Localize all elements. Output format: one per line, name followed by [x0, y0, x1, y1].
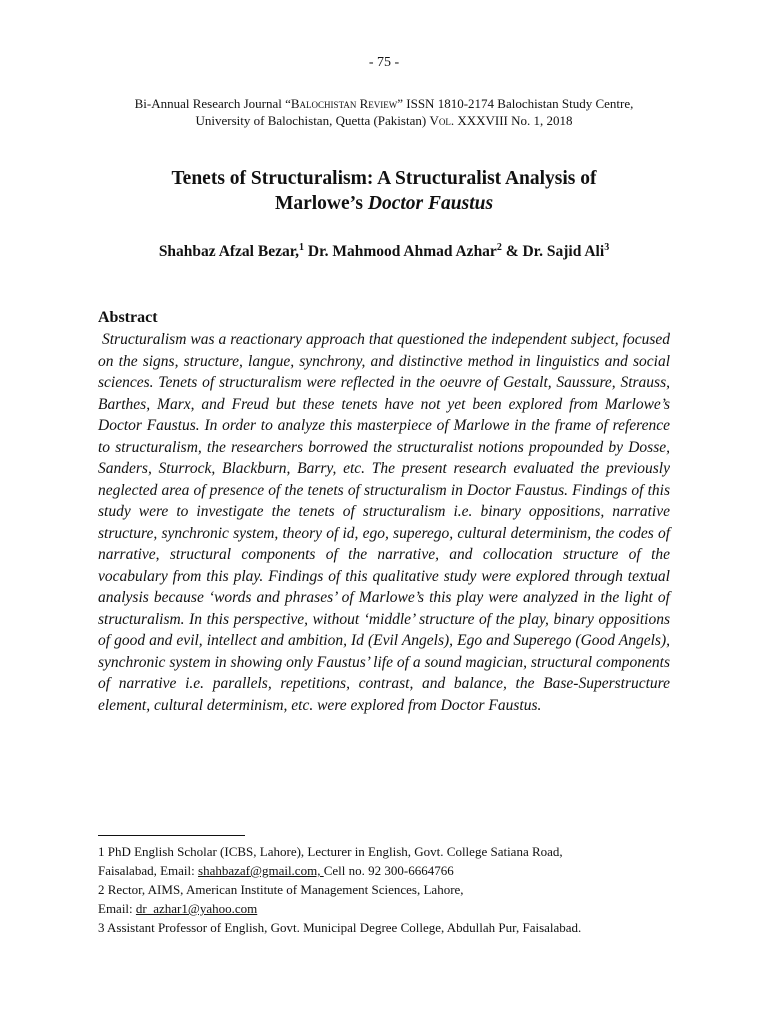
volume-label: Vol: [429, 113, 451, 128]
journal-name: Balochistan Review: [290, 96, 398, 111]
author-name: & Dr. Sajid Ali: [501, 243, 605, 260]
footnote-3: 3 Assistant Professor of English, Govt. Municipal Degree College, Abdullah Pur, Faisalabad.: [98, 920, 582, 935]
author-footnote-marker: 2: [496, 241, 502, 253]
footnote-1-line-1: 1 PhD English Scholar (ICBS, Lahore), Lecturer in English, Govt. College Satiana Road,: [98, 844, 563, 859]
abstract-body: Structuralism was a reactionary approach that questioned the independent subject, focused on the signs, structure, langue, synchrony, and distinctive method in linguistics and social sciences. Tenets of structuralism were reflected in the oeuvre of Gestalt, Saussure, Strauss, Barthes, Marx, and Freud but these tenets have not yet been explored from Marlowe’s Doctor Faustus. In order to analyze this masterpiece of Marlowe in the frame of reference to structuralism, the researchers borrowed the structuralist notions propounded by Dosse, Sanders, Sturrock, Blackburn, Barry, etc. The present research evaluated the previously neglected area of presence of the tenets of structuralism in Doctor Faustus. Findings of this study were to investigate the tenets of structuralism i.e. binary oppositions, narrative structure, synchronic system, theory of id, ego, superego, cultural determinism, the codes of narrative, structural components of the narrative, and collocation structure of the vocabulary from this play. Findings of this qualitative study were explored through textual analysis because ‘words and phrases’ of Marlowe’s this play were analyzed in the light of structuralism. In this perspective, without ‘middle’ structure of the play, binary oppositions of good and evil, intellect and ambition, Id (Evil Angels), Ego and Superego (Good Angels), synchronic system in showing only Faustus’ life of a sound magician, structural components of narrative i.e. parallels, repetitions, contrast, and balance, the Base-Superstructure element, cultural determinism, etc. were explored from Doctor Faustus.: [98, 331, 670, 714]
email-link[interactable]: dr_azhar1@yahoo.com: [135, 901, 258, 916]
footnote-divider: [98, 835, 245, 836]
title-line-2: Marlowe’s Doctor Faustus: [274, 193, 494, 214]
author-footnote-marker: 3: [604, 241, 610, 253]
abstract-heading: Abstract: [98, 309, 158, 326]
author-name: Shahbaz Afzal Bezar,: [158, 243, 300, 260]
footnote-1-line-2: Faisalabad, Email: shahbazaf@gmail.com, Cell no. 92 300-6664766: [98, 863, 454, 878]
footnotes: [98, 842, 678, 937]
journal-header: [100, 95, 668, 129]
footnote-2-line-2: Email: dr_azhar1@yahoo.com: [98, 901, 258, 916]
author-footnote-marker: 1: [299, 241, 305, 253]
journal-header-line-2: University of Balochistan, Quetta (Pakistan) Vol. XXXVIII No. 1, 2018: [195, 113, 573, 128]
author-list: [60, 243, 708, 261]
title-line-1: Tenets of Structuralism: A Structuralist Analysis of: [171, 168, 597, 189]
footnote-2-line-1: 2 Rector, AIMS, American Institute of Management Sciences, Lahore,: [98, 882, 464, 897]
email-link[interactable]: shahbazaf@gmail.com,: [198, 863, 324, 878]
author-name: Dr. Mahmood Ahmad Azhar: [304, 243, 497, 260]
journal-header-line-1: Bi-Annual Research Journal “Balochistan Review” ISSN 1810-2174 Balochistan Study Centre,: [134, 96, 634, 111]
title-play-name: Doctor Faustus: [367, 193, 494, 214]
paper-title: [90, 166, 678, 216]
page-number: - 75 -: [368, 55, 400, 70]
